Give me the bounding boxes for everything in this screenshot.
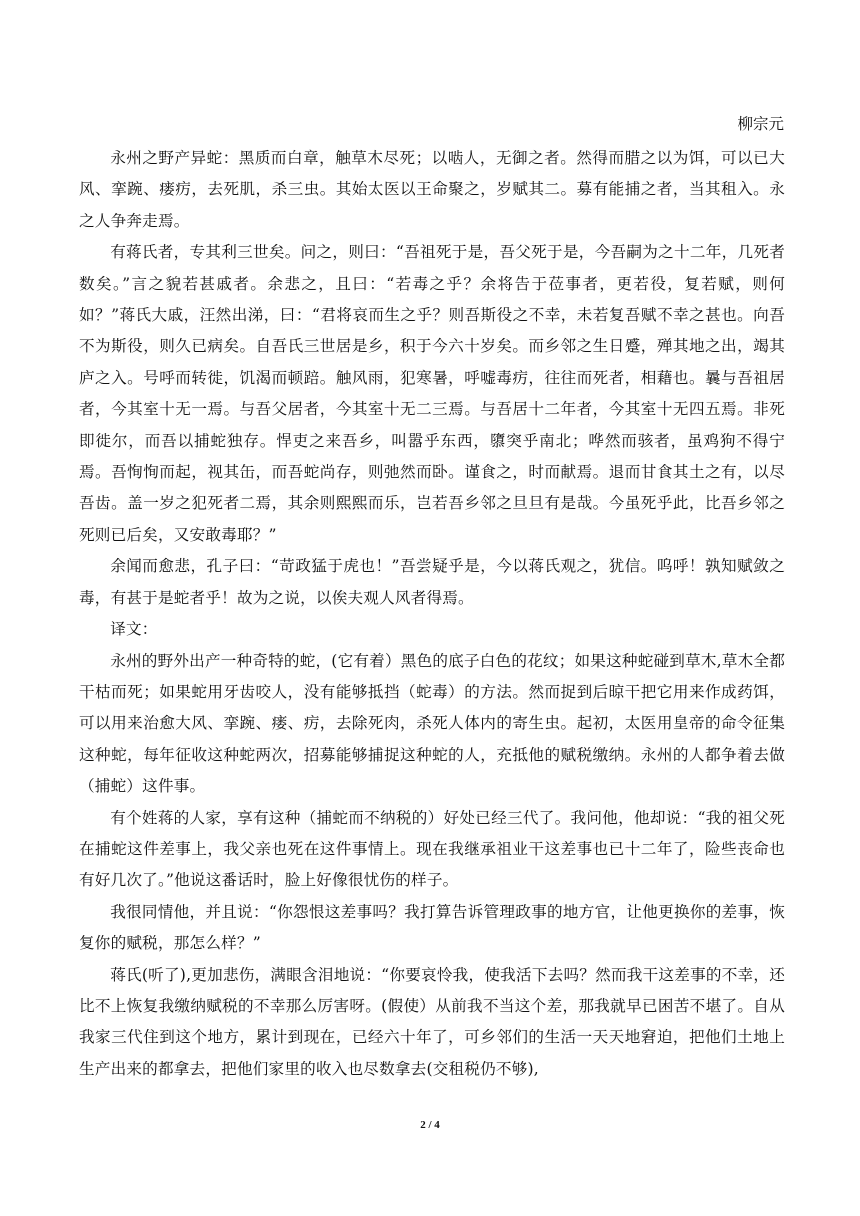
paragraph-translation-1: 永州的野外出产一种奇特的蛇，(它有着）黑色的底子白色的花纹；如果这种蛇碰到草木,草木全都干枯而死；如果蛇用牙齿咬人，没有能够抵挡（蛇毒）的方法。然而捉到后晾干把它用来作成药饵，可以用来治愈大风、挛踠、瘘、疠，去除死肉，杀死人体内的寄生虫。起初，太医用皇帝的命令征集这种蛇，每年征收这种蛇两次，招募能够捕捉这种蛇的人，充抵他的赋税缴纳。永州的人都争着去做（捕蛇）这件事。: [79, 651, 785, 796]
translation-heading: 译文：: [110, 620, 158, 639]
paragraph-translation-4: 蒋氏(听了),更加悲伤，满眼含泪地说：“你要哀怜我，使我活下去吗？然而我干这差事的不幸，还比不上恢复我缴纳赋税的不幸那么厉害呀。(假使）从前我不当这个差，那我就早已困苦不堪了。自从我家三代住到这个地方，累计到现在，已经六十年了，可乡邻们的生活一天天地窘迫，把他们土地上生产出来的都拿去，把他们家里的收入也尽数拿去(交租税仍不够),: [79, 965, 785, 1078]
paragraph-original-3: 余闻而愈悲，孔子曰：“苛政猛于虎也！”吾尝疑乎是，今以蒋氏观之，犹信。呜呼！孰知赋敛之毒，有甚于是蛇者乎！故为之说，以俟夫观人风者得焉。: [79, 557, 785, 607]
author-name: 柳宗元: [737, 115, 784, 133]
paragraph-original-1: 永州之野产异蛇：黑质而白章，触草木尽死；以啮人，无御之者。然得而腊之以为饵，可以已大风、挛踠、瘘疠，去死肌，杀三虫。其始太医以王命聚之，岁赋其二。募有能捕之者，当其租入。永之人争奔走焉。: [79, 149, 785, 230]
paragraph-translation-3: 我很同情他，并且说：“你怨恨这差事吗？我打算告诉管理政事的地方官，让他更换你的差事，恢复你的赋税，那怎么样？”: [79, 902, 785, 953]
paragraph-translation-2: 有个姓蒋的人家，享有这种（捕蛇而不纳税的）好处已经三代了。我问他，他却说：“我的祖父死在捕蛇这件差事上，我父亲也死在这件事情上。现在我继承祖业干这差事也已十二年了，险些丧命也有好几次了。”他说这番话时，脸上好像很忧伤的样子。: [79, 808, 785, 890]
document-body: [79, 143, 785, 1085]
page-number: 2 / 4: [420, 1119, 440, 1131]
paragraph-original-2: 有蒋氏者，专其利三世矣。问之，则曰：“吾祖死于是，吾父死于是，今吾嗣为之十二年，几死者数矣。”言之貌若甚戚者。余悲之，且曰：“若毒之乎？余将告于莅事者，更若役，复若赋，则何如？”蒋氏大戚，汪然出涕，曰：“君将哀而生之乎？则吾斯役之不幸，未若复吾赋不幸之甚也。向吾不为斯役，则久已病矣。自吾氏三世居是乡，积于今六十岁矣。而乡邻之生日蹙，殚其地之出，竭其庐之入。号呼而转徙，饥渴而顿踣。触风雨，犯寒暑，呼嘘毒疠，往往而死者，相藉也。曩与吾祖居者，今其室十无一焉。与吾父居者，今其室十无二三焉。与吾居十二年者，今其室十无四五焉。非死即徙尔，而吾以捕蛇独存。悍吏之来吾乡，叫嚣乎东西，隳突乎南北；哗然而骇者，虽鸡狗不得宁焉。吾恂恂而起，视其缶，而吾蛇尚存，则弛然而卧。谨食之，时而献焉。退而甘食其土之有，以尽吾齿。盖一岁之犯死者二焉，其余则熙熙而乐，岂若吾乡邻之旦旦有是哉。今虽死乎此，比吾乡邻之死则已后矣，又安敢毒耶？”: [79, 243, 785, 544]
